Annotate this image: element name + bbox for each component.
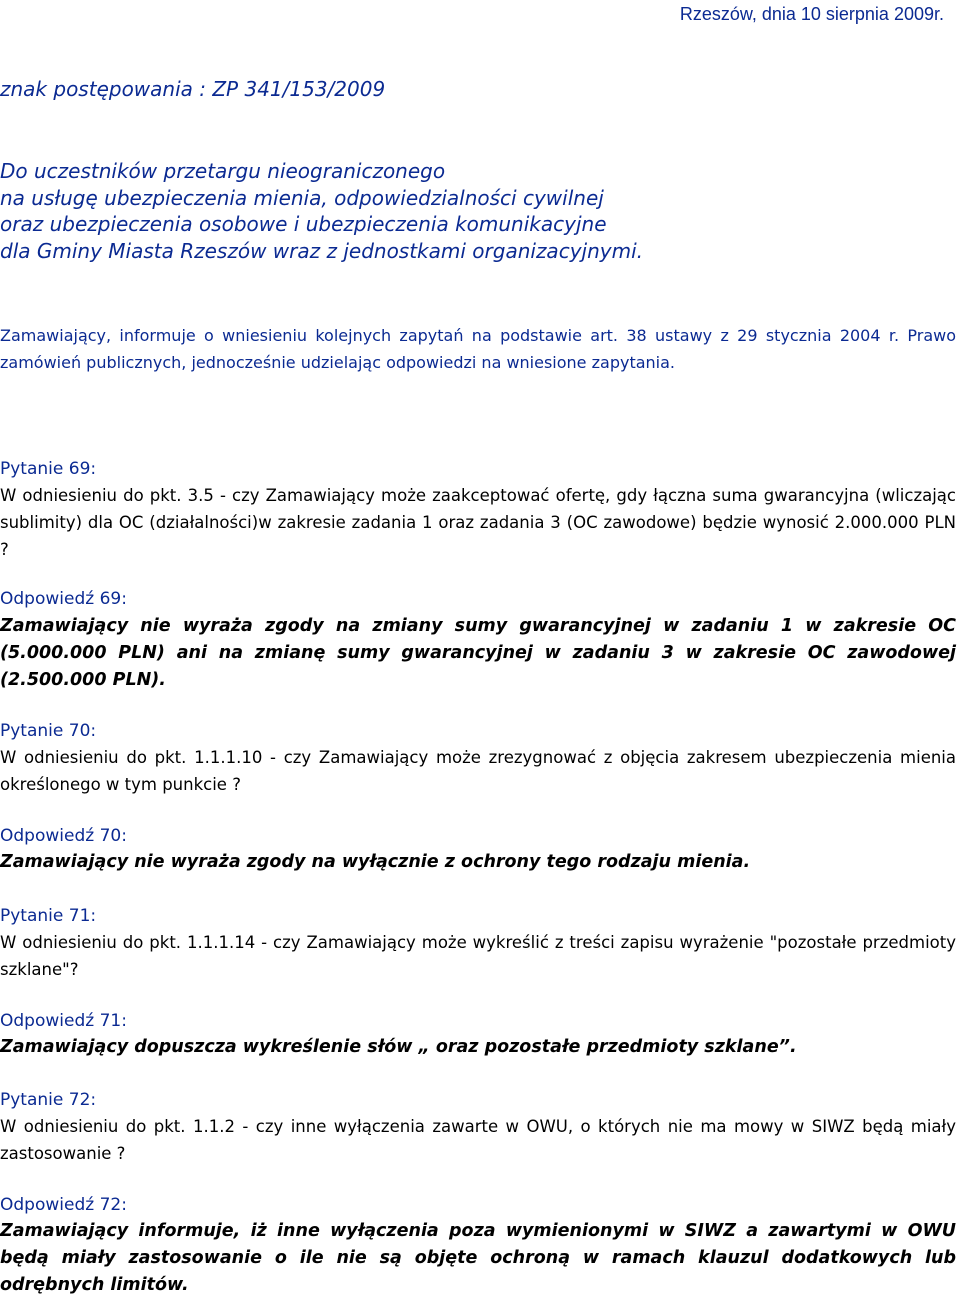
answer-69-label: Odpowiedź 69: [0,589,127,609]
question-70-text: W odniesieniu do pkt. 1.1.1.10 - czy Zamawiający może zrezygnować z objęcia zakresem ubezpieczenia mienia określonego w tym punkcie ? [0,748,956,794]
answer-72-label: Odpowiedź 72: [0,1195,127,1215]
question-70-label: Pytanie 70: [0,721,97,741]
addressee-line: oraz ubezpieczenia osobowe i ubezpieczenia komunikacyjne [0,212,607,236]
question-72-text: W odniesieniu do pkt. 1.1.2 - czy inne wyłączenia zawarte w OWU, o których nie ma mowy w SIWZ będą miały zastosowanie ? [0,1117,956,1163]
addressee-block [0,158,956,264]
addressee-line: Do uczestników przetargu nieograniczonego [0,159,446,183]
addressee-line: dla Gminy Miasta Rzeszów wraz z jednostkami organizacyjnymi. [0,238,643,263]
case-reference: znak postępowania : ZP 341/153/2009 [0,77,386,101]
answer-71-label: Odpowiedź 71: [0,1011,127,1031]
answer-69-text: Zamawiający nie wyraża zgody na zmiany sumy gwarancyjnej w zadaniu 1 w zakresie OC (5.000.000 PLN) ani na zmianę sumy gwarancyjnej w zadaniu 3 w zakresie OC zawodowej (2.500.000 PLN). [0,616,956,690]
question-71-text: W odniesieniu do pkt. 1.1.1.14 - czy Zamawiający może wykreślić z treści zapisu wyrażenie "pozostałe przedmioty szklane"? [0,933,956,979]
answer-70-text: Zamawiający nie wyraża zgody na wyłącznie z ochrony tego rodzaju mienia. [0,852,751,872]
document-date: Rzeszów, dnia 10 sierpnia 2009r. [679,4,944,24]
question-69-text: W odniesieniu do pkt. 3.5 - czy Zamawiający może zaakceptować ofertę, gdy łączna suma gwarancyjna (wliczając sublimity) dla OC (działalności)w zakresie zadania 1 oraz zadania 3 (OC zawodowe) będzie wynosić 2.000.000 PLN ? [0,486,956,559]
answer-70-label: Odpowiedź 70: [0,826,127,846]
addressee-line: na usługę ubezpieczenia mienia, odpowiedzialności cywilnej [0,185,604,210]
answer-71-text: Zamawiający dopuszcza wykreślenie słów „ oraz pozostałe przedmioty szklane”. [0,1037,797,1057]
answer-72-text: Zamawiający informuje, iż inne wyłączenia poza wymienionymi w SIWZ a zawartymi w OWU będą miały zastosowanie o ile nie są objęte ochroną w ramach klauzul dodatkowych lub odrębnych limitów. [0,1221,956,1295]
question-72-label: Pytanie 72: [0,1090,97,1110]
question-71-label: Pytanie 71: [0,906,97,926]
question-69-label: Pytanie 69: [0,459,97,479]
intro-paragraph: Zamawiający, informuje o wniesieniu kolejnych zapytań na podstawie art. 38 ustawy z 29 stycznia 2004 r. Prawo zamówień publicznych, jednocześnie udzielając odpowiedzi na wniesione zapytania. [0,326,956,372]
